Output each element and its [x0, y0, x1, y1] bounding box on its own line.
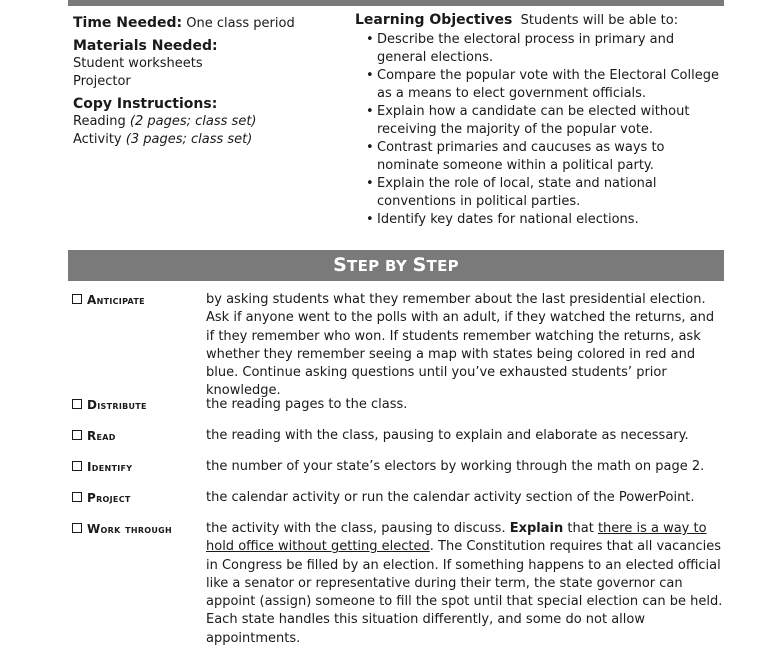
step-verb-label: Identify: [87, 460, 133, 474]
objective-item: • Identify key dates for national elections.: [355, 211, 725, 229]
desc-text: . The Constitution requires that all vacancies in Congress be filled by an election. If something happens to an elected official like a senator or representative during their term, the state governor can appoint (assign) someone to fill the spot until that special election can be held. Each state handles this situation differently, and some do not allow appointments.: [206, 539, 723, 646]
step-verb-label: Work through: [87, 522, 173, 536]
header-word: BY: [384, 257, 408, 275]
objective-item: • Explain how a candidate can be elected without receiving the majority of the popular vote.: [355, 103, 725, 138]
step-project: [72, 489, 724, 507]
copy-label: Copy Instructions:: [73, 96, 218, 112]
checkbox-icon: [72, 294, 82, 304]
step-verb-label: Anticipate: [87, 293, 145, 307]
material-item: Projector: [73, 74, 131, 89]
checkbox-icon: [72, 430, 82, 440]
step-verb: [72, 427, 116, 445]
copy-instructions: [73, 95, 343, 149]
header-word: TEP: [347, 257, 380, 275]
copy-item-note: (3 pages; class set): [125, 132, 253, 147]
top-rule: [68, 0, 724, 6]
objective-item: • Contrast primaries and caucuses as ways to nominate someone within a political party.: [355, 139, 725, 174]
copy-item-name: Activity: [73, 132, 122, 147]
objective-item: • Explain the role of local, state and national conventions in political parties.: [355, 175, 725, 210]
step-identify: [72, 458, 724, 476]
step-by-step-header: [68, 250, 724, 281]
objectives-intro: Students will be able to:: [520, 13, 679, 28]
step-distribute: [72, 396, 724, 414]
time-needed: [73, 14, 343, 33]
desc-underlined: there is a way to hold office without getting elected: [206, 521, 707, 555]
desc-text: that: [567, 521, 594, 536]
step-verb-label: Project: [87, 491, 131, 505]
header-cap: S: [412, 254, 427, 276]
step-verb: [72, 291, 145, 309]
step-verb: [72, 458, 132, 476]
step-verb-label: Read: [87, 429, 116, 443]
copy-item: [73, 113, 343, 131]
step-verb: [72, 489, 131, 507]
step-description: the reading with the class, pausing to explain and elaborate as necessary.: [206, 428, 689, 443]
step-read: [72, 427, 724, 445]
step-anticipate: [72, 291, 724, 401]
material-item: Student worksheets: [73, 56, 203, 71]
desc-text: the activity with the class, pausing to discuss.: [206, 521, 506, 536]
step-description: the number of your state’s electors by working through the math on page 2.: [206, 459, 705, 474]
time-needed-label: Time Needed:: [73, 15, 183, 31]
step-description: [206, 520, 724, 648]
copy-item-name: Reading: [73, 114, 126, 129]
objectives-heading: Learning Objectives: [355, 12, 513, 28]
checkbox-icon: [72, 399, 82, 409]
overview-panel: [73, 14, 343, 149]
step-description: by asking students what they remember about the last presidential election. Ask if anyone went to the polls with an adult, if they watched the returns, and if they remember who won. If students remember watching the returns, ask whether they remember seeing a map with states being colored in red and blue. Continue asking questions until you’ve exhausted students’ prior knowledge.: [206, 292, 715, 399]
step-work-through: [72, 520, 724, 648]
checkbox-icon: [72, 492, 82, 502]
header-word: TEP: [426, 257, 459, 275]
objective-item: • Compare the popular vote with the Electoral College as a means to elect government officials.: [355, 67, 725, 102]
objectives-header: [355, 11, 725, 30]
checkbox-icon: [72, 523, 82, 533]
step-verb: [72, 520, 172, 538]
materials-needed: [73, 37, 343, 91]
header-cap: S: [333, 254, 348, 276]
step-verb: [72, 396, 147, 414]
time-needed-value: One class period: [186, 16, 295, 31]
copy-item: [73, 131, 343, 149]
objective-item: • Describe the electoral process in primary and general elections.: [355, 31, 725, 66]
checkbox-icon: [72, 461, 82, 471]
desc-bold: Explain: [509, 521, 564, 536]
step-verb-label: Distribute: [87, 398, 147, 412]
materials-label: Materials Needed:: [73, 38, 218, 54]
learning-objectives: [355, 11, 725, 229]
step-description: the calendar activity or run the calendar activity section of the PowerPoint.: [206, 490, 695, 505]
objectives-list: [355, 31, 725, 229]
step-description: the reading pages to the class.: [206, 397, 408, 412]
copy-item-note: (2 pages; class set): [129, 114, 257, 129]
